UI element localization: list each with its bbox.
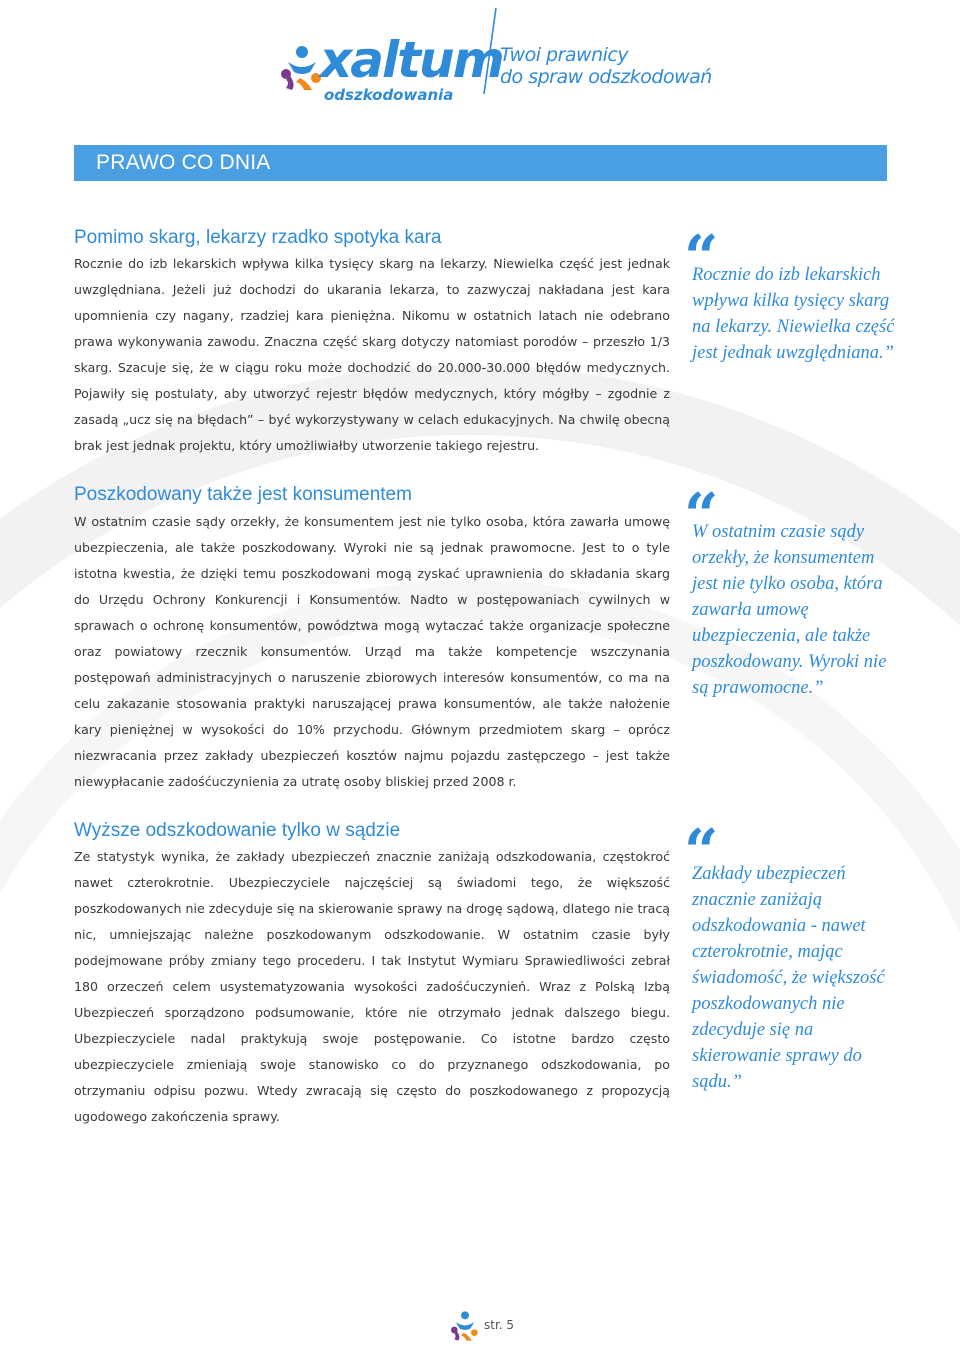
brand-name: xaltum <box>320 31 503 89</box>
quote-1-mark-icon: “ <box>684 223 719 293</box>
quote-2-mark-icon: “ <box>684 481 719 551</box>
article-3-body: Ze statystyk wynika, że zakłady ubezpieczeń znacznie zaniżają odszkodowania, częstokroć nawet czterokrotnie. Ubezpieczyciele najczęściej są świadomi tego, że większość poszkodowanych nie zdecyduje się na skierowanie sprawy na drogę sądową, dlatego nie tracą nic, umniejszając należne poszkodowanym odszkodowanie. W ostatnim czasie były podejmowane próby zmiany tego procederu. I tak Instytut Wymiaru Sprawiedliwości zebrał 180 orzeczeń celem usystematyzowania wysokości zadośćuczynień. Wraz z Polską Izbą Ubezpieczeń sporządzono podsumowanie, które nie otrzymało jednak dalszego biegu. Ubezpieczyciele nadal praktykują swoje postępowanie. Co istotne bardzo często ubezpieczyciele zmieniają swoje stanowisko co do przyznanego odszkodowania, po otrzymaniu odpisu pozwu. Wtedy zwracają się często do poszkodowanego z propozycją ugodowego zakończenia sprawy. <box>74 849 670 1124</box>
article-2-quote: W ostatnim czasie sądy orzekły, że konsumentem jest nie tylko osoba, która zawarła umowę ubezpieczenia, ale także poszkodowany. Wyroki nie są prawomocne.” <box>692 522 887 698</box>
article-2-title: Poszkodowany także jest konsumentem <box>74 484 412 505</box>
brand-subtitle: odszkodowania <box>324 86 454 104</box>
quote-3-mark-icon: “ <box>684 817 719 887</box>
article-3-quote: Zakłady ubezpieczeń znacznie zaniżają odszkodowania - nawet czterokrotnie, mając świadomość, że większość poszkodowanych nie zdecyduje się na skierowanie sprawy do sądu.” <box>692 864 885 1092</box>
brand-tagline <box>500 44 730 88</box>
tagline-line-2: do spraw odszkodowań <box>500 66 712 88</box>
article-3-title: Wyższe odszkodowanie tylko w sądzie <box>74 820 401 841</box>
article-1-quote: Rocznie do izb lekarskich wpływa kilka tysięcy skarg na lekarzy. Niewielka część jest jednak uwzględniana.” <box>692 265 895 363</box>
banner-title: PRAWO CO DNIA <box>96 151 271 174</box>
logo-divider <box>480 8 500 94</box>
brand-logo[interactable] <box>280 8 720 108</box>
footer-logo-icon <box>450 1310 480 1342</box>
tagline-line-1: Twoi prawnicy <box>500 44 629 66</box>
logo-people-icon <box>280 44 324 92</box>
article-1-title: Pomimo skarg, lekarzy rzadko spotyka kara <box>74 227 442 248</box>
page-number: str. 5 <box>484 1318 515 1332</box>
section-banner <box>74 145 887 181</box>
article-1-body: Rocznie do izb lekarskich wpływa kilka tysięcy skarg na lekarzy. Niewielka część jest jednak uwzględniana. Jeżeli już dochodzi do ukarania lekarza, to zazwyczaj nakładana jest kara upomnienia czy nagany, rzadziej kara pieniężna. Nikomu w ostatnich latach nie odebrano prawa wykonywania zawodu. Znaczna część skarg dotyczy natomiast porodów – przeszło 1/3 skarg. Szacuje się, że w ciągu roku może dochodzić do 20.000-30.000 błędów medycznych. Pojawiły się postulaty, aby utworzyć rejestr błędów medycznych, który mógłby – zgodnie z zasadą „ucz się na błędach” – być wykorzystywany w celach edukacyjnych. Na chwilę obecną brak jest jednak projektu, który umożliwiałby utworzenie takiego rejestru. <box>74 256 670 453</box>
article-2-body: W ostatnim czasie sądy orzekły, że konsumentem jest nie tylko osoba, która zawarła umowę ubezpieczenia, ale także poszkodowany. Wyroki nie są jednak prawomocne. Jest to o tyle istotna kwestia, że dzięki temu poszkodowani mogą zyskać uprawnienia do składania skarg do Urzędu Ochrony Konkurencji i Konsumentów. Nadto w postępowaniach cywilnych w sprawach o ochronę konsumentów, powództwa mogą wytaczać także organizacje społeczne oraz powiatowy rzecznik konsumentów. Urząd ma także kompetencje wszczynania postępowań administracyjnych o naruszenie zbiorowych interesów konsumentów, co ma na celu zakazanie stosowania praktyki naruszającej prawa konsumentów, ale także nałożenie kary pieniężnej w wysokości do 10% przychodu. Głównym przedmiotem skarg – oprócz niezwracania przez zakłady ubezpieczeń kosztów najmu pojazdu zastępczego – jest także niewypłacanie zadośćuczynienia za utratę osoby bliskiej przed 2008 r. <box>74 514 670 789</box>
